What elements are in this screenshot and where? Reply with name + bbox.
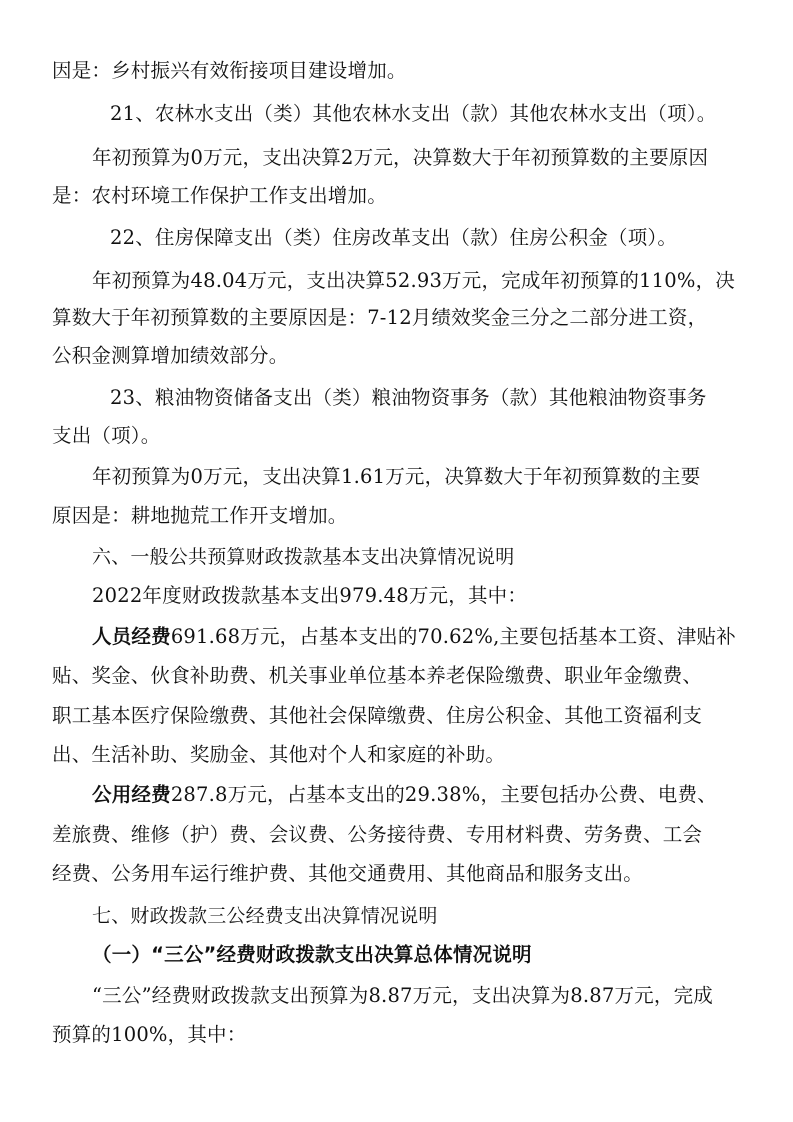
body-text-line: 2022年度财政拨款基本支出979.48万元，其中： — [92, 584, 528, 607]
subsection-1-heading: （一）“三公”经费财政拨款支出决算总体情况说明 — [92, 943, 532, 966]
public-expense-line — [92, 781, 717, 809]
body-text-line: 是：农村环境工作保护工作支出增加。 — [52, 184, 387, 207]
bold-term: 人员经费 — [92, 625, 171, 648]
body-text-line: 贴、奖金、伙食补助费、机关事业单位基本养老保险缴费、职业年金缴费、 — [52, 664, 703, 687]
body-text-line: 支出（项）。 — [52, 424, 161, 447]
body-text-line: 公积金测算增加绩效部分。 — [52, 344, 289, 367]
body-text-line: 差旅费、维修（护）费、会议费、公务接待费、专用材料费、劳务费、工会 — [52, 823, 703, 846]
body-text-line: 预算的100%，其中： — [52, 1023, 247, 1046]
body-text-line: 因是：乡村振兴有效衔接项目建设增加。 — [52, 59, 407, 82]
body-text-line: 年初预算为48.04万元，支出决算52.93万元，完成年初预算的110%，决 — [92, 269, 735, 292]
item-22-heading: 22、住房保障支出（类）住房改革支出（款）住房公积金（项）。 — [110, 226, 678, 249]
body-text-line: 出、生活补助、奖励金、其他对个人和家庭的补助。 — [52, 743, 506, 766]
body-text-line: 原因是：耕地抛荒工作开支增加。 — [52, 504, 348, 527]
personnel-expense-line — [92, 623, 736, 651]
body-text-line: 算数大于年初预算数的主要原因是：7-12月绩效奖金三分之二部分进工资， — [52, 306, 708, 329]
section-6-heading: 六、一般公共预算财政拨款基本支出决算情况说明 — [92, 546, 515, 568]
section-7-heading: 七、财政拨款三公经费支出决算情况说明 — [92, 905, 438, 927]
body-text-line: 年初预算为0万元，支出决算1.61万元，决算数大于年初预算数的主要 — [92, 465, 701, 488]
body-text-line: 年初预算为0万元，支出决算2万元，决算数大于年初预算数的主要原因 — [92, 146, 709, 169]
item-21-heading: 21、农林水支出（类）其他农林水支出（款）其他农林水支出（项）。 — [110, 102, 717, 125]
bold-term: 公用经费 — [92, 783, 171, 806]
body-text: 287.8万元，占基本支出的29.38%，主要包括办公费、电费、 — [170, 783, 717, 806]
body-text-line: “三公”经费财政拨款支出预算为8.87万元，支出决算为8.87万元，完成 — [92, 984, 713, 1007]
item-23-heading: 23、粮油物资储备支出（类）粮油物资事务（款）其他粮油物资事务 — [110, 386, 707, 409]
body-text-line: 经费、公务用车运行维护费、其他交通费用、其他商品和服务支出。 — [52, 862, 644, 885]
body-text-line: 职工基本医疗保险缴费、其他社会保障缴费、住房公积金、其他工资福利支 — [52, 704, 703, 727]
body-text: 691.68万元，占基本支出的70.62%,主要包括基本工资、津贴补 — [170, 625, 736, 648]
